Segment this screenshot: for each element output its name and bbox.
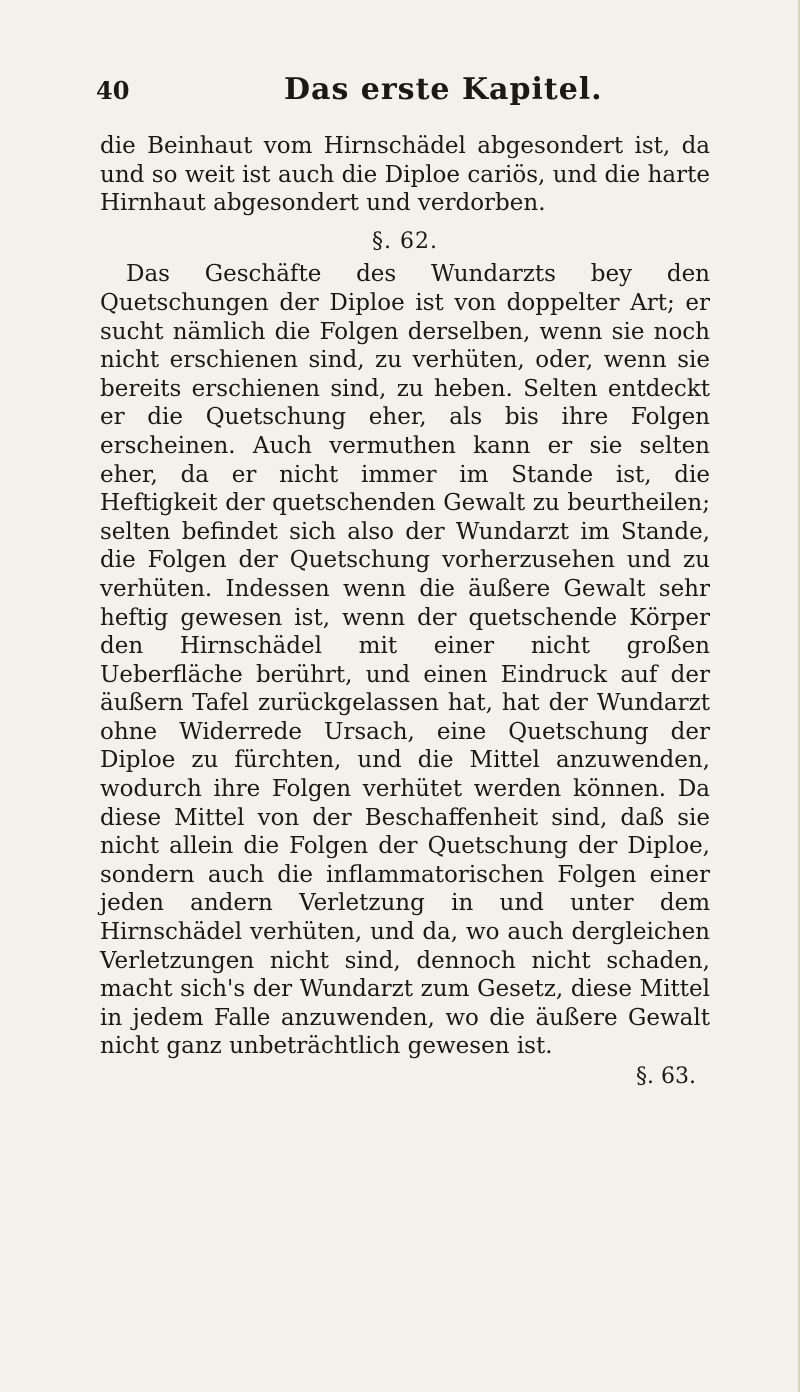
page-number: 40 (96, 76, 130, 105)
paragraph-section-62: Das Geschäfte des Wundarzts bey den Quetschungen der Diploe ist von doppelter Art; er sucht nämlich die Folgen derselben, wenn sie noch nicht erschienen sind, zu verhüten, oder, wenn sie bereits erschienen sind, zu heben. Selten entdeckt er die Quetschung eher, als bis ihre Folgen erscheinen. Auch vermuthen kann er sie selten eher, da er nicht immer im Stande ist, die Heftigkeit der quetschenden Gewalt zu beurtheilen; selten befindet sich also der Wundarzt im Stande, die Folgen der Quetschung vorherzusehen und zu verhüten. Indessen wenn die äußere Gewalt sehr heftig gewesen ist, wenn der quetschende Körper den Hirnschädel mit einer nicht großen Ueberfläche berührt, und einen Eindruck auf der äußern Tafel zurückgelassen hat, hat der Wundarzt ohne Widerrede Ursach, eine Quetschung der Diploe zu fürchten, und die Mittel anzuwenden, wodurch ihre Folgen verhütet werden können. Da diese Mittel von der Beschaffenheit sind, daß sie nicht allein die Folgen der Quetschung der Diploe, sondern auch die inflammatorischen Folgen einer jeden andern Verletzung in und unter dem Hirnschädel verhüten, und da, wo auch dergleichen Verletzungen nicht sind, dennoch nicht schaden, macht sich's der Wundarzt zum Gesetz, diese Mittel in jedem Falle anzuwenden, wo die äußere Gewalt nicht ganz unbeträchtlich gewesen ist. (100, 261, 710, 1060)
catchword: §. 63. (636, 1064, 696, 1089)
page-header (96, 72, 716, 116)
paragraph-continuation: die Beinhaut vom Hirnschädel abgesondert ist, da und so weit ist auch die Diploe cariös, und die harte Hirnhaut abgesondert und verdorben. (100, 133, 710, 217)
running-title: Das erste Kapitel. (284, 72, 603, 107)
section-heading: §. 62. (372, 228, 438, 254)
body-text (100, 132, 710, 1092)
